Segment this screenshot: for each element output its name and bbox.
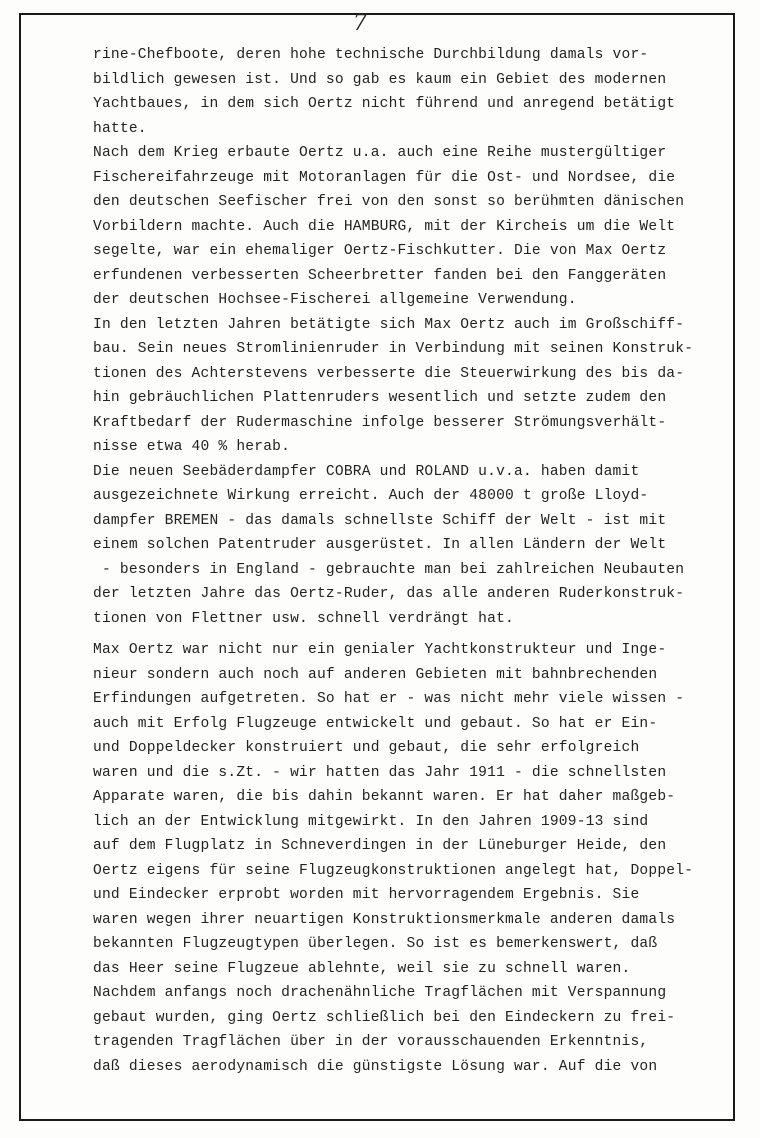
text-line: waren wegen ihrer neuartigen Konstruktionsmerkmale anderen damals: [93, 911, 676, 928]
text-line: gebaut wurden, ging Oertz schließlich bei den Eindeckern zu frei-: [93, 1009, 676, 1026]
paragraph: [93, 43, 713, 141]
text-line: daß dieses aerodynamisch die günstigste Lösung war. Auf die von: [93, 1058, 658, 1075]
text-line: lich an der Entwicklung mitgewirkt. In den Jahren 1909-13 sind: [93, 813, 649, 830]
paragraph: [93, 313, 713, 460]
paragraph: [93, 638, 713, 1079]
text-line: Die neuen Seebäderdampfer COBRA und ROLAND u.v.a. haben damit: [93, 463, 640, 480]
text-line: auch mit Erfolg Flugzeuge entwickelt und gebaut. So hat er Ein-: [93, 715, 658, 732]
paragraph-gap: [93, 631, 713, 638]
text-line: auf dem Flugplatz in Schneverdingen in der Lüneburger Heide, den: [93, 838, 667, 854]
text-line: Fischereifahrzeuge mit Motoranlagen für die Ost- und Nordsee, die: [93, 169, 676, 186]
text-line: bildlich gewesen ist. Und so gab es kaum ein Gebiet des modernen: [93, 71, 667, 88]
text-line: tionen des Achterstevens verbesserte die Steuerwirkung des bis da-: [93, 365, 685, 382]
text-line: Kraftbedarf der Rudermaschine infolge besserer Strömungsverhält-: [93, 414, 667, 431]
text-line: den deutschen Seefischer frei von den sonst so berühmten dänischen: [93, 194, 685, 210]
text-line: waren und die s.Zt. - wir hatten das Jahr 1911 - die schnellsten: [93, 764, 667, 781]
text-line: dampfer BREMEN - das damals schnellste Schiff der Welt - ist mit: [93, 512, 667, 529]
text-line: Yachtbaues, in dem sich Oertz nicht führend und anregend betätigt: [93, 96, 676, 112]
text-line: Apparate waren, die bis dahin bekannt waren. Er hat daher maßgeb-: [93, 789, 676, 805]
text-line: Nach dem Krieg erbaute Oertz u.a. auch eine Reihe mustergültiger: [93, 145, 667, 161]
text-line: Nachdem anfangs noch drachenähnliche Tragflächen mit Verspannung: [93, 985, 667, 1001]
text-line: Oertz eigens für seine Flugzeugkonstruktionen angelegt hat, Doppel-: [93, 862, 694, 879]
text-line: einem solchen Patentruder ausgerüstet. In allen Ländern der Welt: [93, 537, 667, 553]
text-line: ausgezeichnete Wirkung erreicht. Auch der 48000 t große Lloyd-: [93, 488, 649, 504]
text-line: Vorbildern machte. Auch die HAMBURG, mit der Kircheis um die Welt: [93, 218, 676, 235]
text-line: das Heer seine Flugzeue ablehnte, weil sie zu schnell waren.: [93, 960, 631, 977]
paragraph: [93, 460, 713, 632]
text-line: - besonders in England - gebrauchte man bei zahlreichen Neubauten: [93, 561, 685, 578]
text-line: der letzten Jahre das Oertz-Ruder, das alle anderen Ruderkonstruk-: [93, 586, 685, 602]
text-line: nisse etwa 40 % herab.: [93, 439, 291, 455]
text-line: Max Oertz war nicht nur ein genialer Yachtkonstrukteur und Inge-: [93, 642, 667, 658]
text-line: hatte.: [93, 120, 147, 137]
text-line: erfundenen verbesserten Scheerbretter fanden bei den Fanggeräten: [93, 267, 667, 284]
body-text: [93, 43, 713, 1079]
text-line: tragenden Tragflächen über in der vorausschauenden Erkenntnis,: [93, 1034, 649, 1050]
text-line: rine-Chefboote, deren hohe technische Durchbildung damals vor-: [93, 47, 649, 63]
text-line: segelte, war ein ehemaliger Oertz-Fischkutter. Die von Max Oertz: [93, 243, 667, 259]
text-line: Erfindungen aufgetreten. So hat er - was nicht mehr viele wissen -: [93, 691, 685, 707]
text-line: hin gebräuchlichen Plattenruders wesentlich und setzte zudem den: [93, 390, 667, 406]
text-line: nieur sondern auch noch auf anderen Gebieten mit bahnbrechenden: [93, 666, 658, 683]
text-line: tionen von Flettner usw. schnell verdrängt hat.: [93, 610, 515, 627]
text-line: der deutschen Hochsee-Fischerei allgemeine Verwendung.: [93, 292, 577, 308]
text-line: bekannten Flugzeugtypen überlegen. So ist es bemerkenswert, daß: [93, 936, 658, 952]
text-line: In den letzten Jahren betätigte sich Max Oertz auch im Großschiff-: [93, 316, 685, 333]
text-line: und Eindecker erprobt worden mit hervorragendem Ergebnis. Sie: [93, 887, 640, 903]
text-line: bau. Sein neues Stromlinienruder in Verbindung mit seinen Konstruk-: [93, 341, 694, 357]
page-number: 7: [353, 11, 367, 36]
paragraph: [93, 141, 713, 313]
text-line: und Doppeldecker konstruiert und gebaut, die sehr erfolgreich: [93, 740, 640, 756]
